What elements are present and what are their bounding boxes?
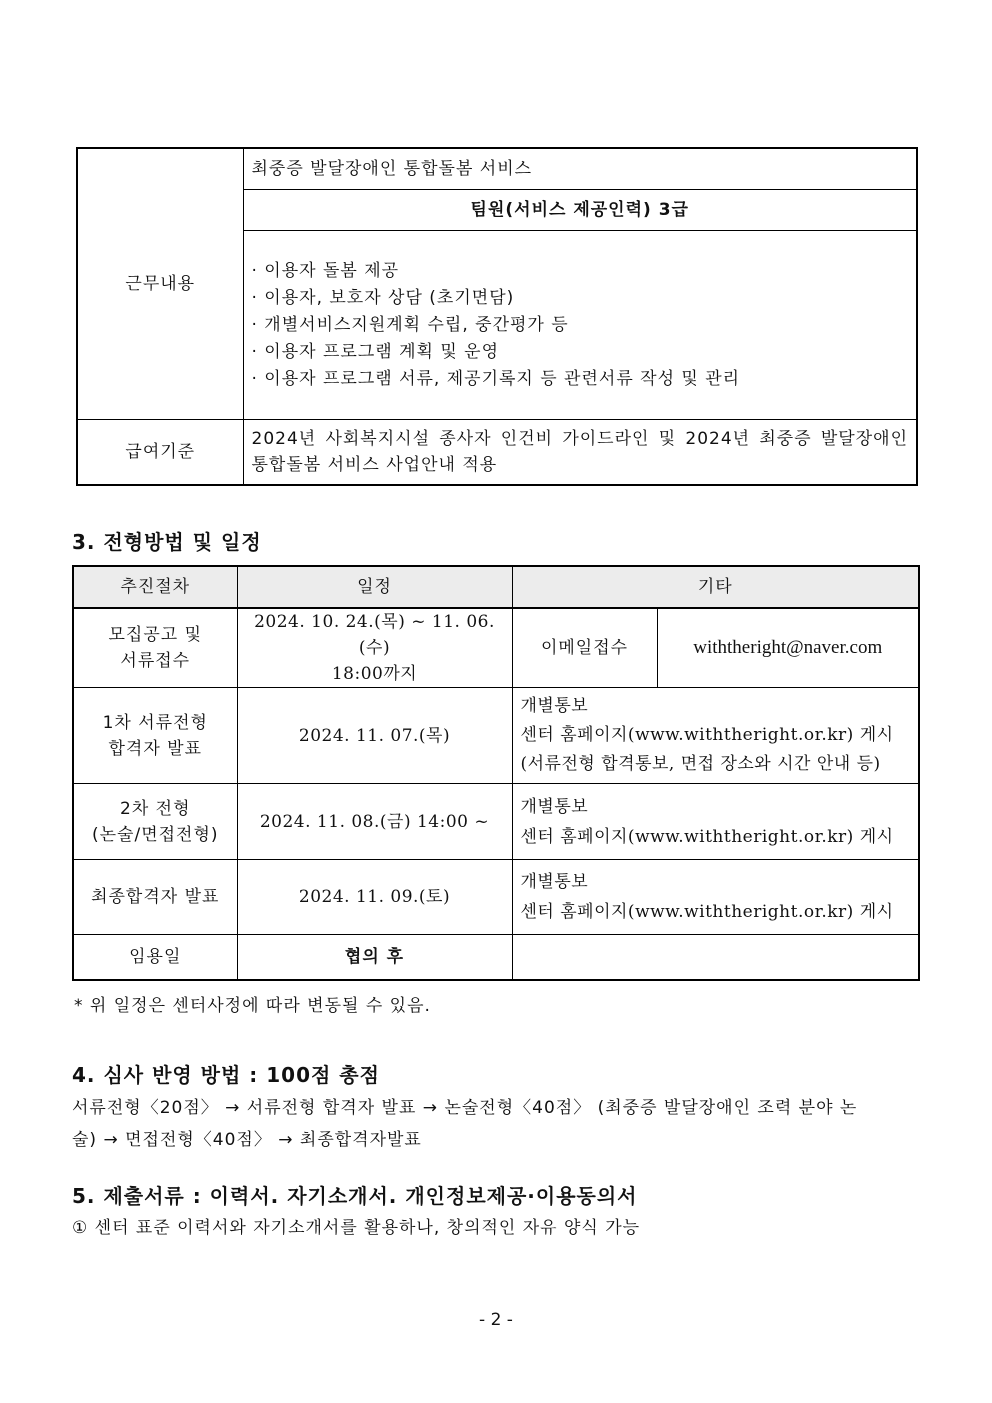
header-step: 추진절차 bbox=[73, 566, 237, 608]
step-text: 서류접수 bbox=[120, 651, 191, 671]
header-date: 일정 bbox=[237, 566, 512, 608]
date-cell: 2024. 11. 07.(목) bbox=[237, 688, 512, 784]
duty-item: · 이용자 프로그램 서류, 제공기록지 등 관련서류 작성 및 관리 bbox=[251, 368, 741, 389]
etc-text: 센터 홈페이지(www.withtheright.or.kr) 게시 bbox=[520, 725, 894, 745]
step-text: 1차 서류전형 bbox=[102, 712, 208, 733]
schedule-note: * 위 일정은 센터사정에 따라 변동될 수 있음. bbox=[74, 996, 431, 1016]
date-cell: 2024. 11. 08.(금) 14:00 ~ bbox=[237, 784, 512, 860]
service-name: 최중증 발달장애인 통합돌봄 서비스 bbox=[243, 148, 917, 190]
step-cell: 임용일 bbox=[73, 935, 237, 981]
section-4-line2: 술) → 면접전형〈40점〉 → 최종합격자발표 bbox=[72, 1130, 422, 1150]
etc-text: 센터 홈페이지(www.withtheright.or.kr) 게시 bbox=[520, 902, 894, 922]
etc-cell bbox=[512, 935, 919, 981]
work-content-label: 근무내용 bbox=[77, 148, 243, 420]
section-5-title: 5. 제출서류 : 이력서. 자기소개서. 개인정보제공·이용동의서 bbox=[72, 1184, 638, 1208]
etc-label-cell: 이메일접수 bbox=[512, 608, 657, 688]
table-row bbox=[73, 608, 919, 688]
pay-text: 2024년 사회복지시설 종사자 인건비 가이드라인 및 2024년 최중증 발달장애인 통합돌봄 서비스 사업안내 적용 bbox=[243, 420, 917, 486]
header-etc: 기타 bbox=[512, 566, 919, 608]
table-row bbox=[73, 784, 919, 860]
duty-item: · 개별서비스지원계획 수립, 중간평가 등 bbox=[251, 314, 569, 335]
date-text: 2024. 10. 24.(목) ~ 11. 06.(수) bbox=[254, 612, 495, 658]
table-row bbox=[73, 860, 919, 935]
step-text: 2차 전형 bbox=[120, 798, 191, 819]
etc-cell bbox=[512, 784, 919, 860]
role-title: 팀원(서비스 제공인력) 3급 bbox=[243, 190, 917, 231]
step-cell bbox=[73, 688, 237, 784]
section-4-line1: 서류전형〈20점〉 → 서류전형 합격자 발표 → 논술전형〈40점〉 (최중증 발달장애인 조력 분야 논 bbox=[72, 1098, 858, 1118]
duty-item: · 이용자, 보호자 상담 (초기면담) bbox=[251, 287, 515, 308]
date-cell: 협의 후 bbox=[237, 935, 512, 981]
step-cell bbox=[73, 784, 237, 860]
etc-cell bbox=[512, 688, 919, 784]
duty-item: · 이용자 돌봄 제공 bbox=[251, 260, 400, 281]
date-cell bbox=[237, 608, 512, 688]
date-text: 18:00까지 bbox=[331, 664, 418, 684]
step-text: 합격자 발표 bbox=[108, 738, 202, 759]
table-row bbox=[73, 688, 919, 784]
duties-cell bbox=[243, 231, 917, 420]
section-3-title: 3. 전형방법 및 일정 bbox=[72, 530, 262, 554]
step-cell bbox=[73, 608, 237, 688]
etc-cell bbox=[512, 860, 919, 935]
table-row bbox=[73, 935, 919, 981]
etc-text: 개별통보 bbox=[520, 696, 589, 716]
section-5-item1: ① 센터 표준 이력서와 자기소개서를 활용하나, 창의적인 자유 양식 가능 bbox=[72, 1218, 641, 1238]
work-details-table bbox=[76, 147, 918, 486]
section-4-title: 4. 심사 반영 방법 : 100점 총점 bbox=[72, 1063, 380, 1087]
etc-text: (서류전형 합격통보, 면접 장소와 시간 안내 등) bbox=[520, 754, 881, 774]
etc-text: 개별통보 bbox=[520, 796, 589, 817]
etc-text: 센터 홈페이지(www.withtheright.or.kr) 게시 bbox=[520, 826, 894, 847]
etc-text: 개별통보 bbox=[520, 872, 589, 892]
duty-item: · 이용자 프로그램 계획 및 운영 bbox=[251, 341, 499, 362]
step-text: (논술/면접전형) bbox=[91, 824, 219, 845]
schedule-table bbox=[72, 565, 920, 981]
page-number: - 2 - bbox=[479, 1310, 513, 1330]
step-cell: 최종합격자 발표 bbox=[73, 860, 237, 935]
pay-label: 급여기준 bbox=[77, 420, 243, 486]
step-text: 모집공고 및 bbox=[108, 625, 202, 645]
date-cell: 2024. 11. 09.(토) bbox=[237, 860, 512, 935]
email-cell: withtheright@naver.com bbox=[657, 608, 919, 688]
